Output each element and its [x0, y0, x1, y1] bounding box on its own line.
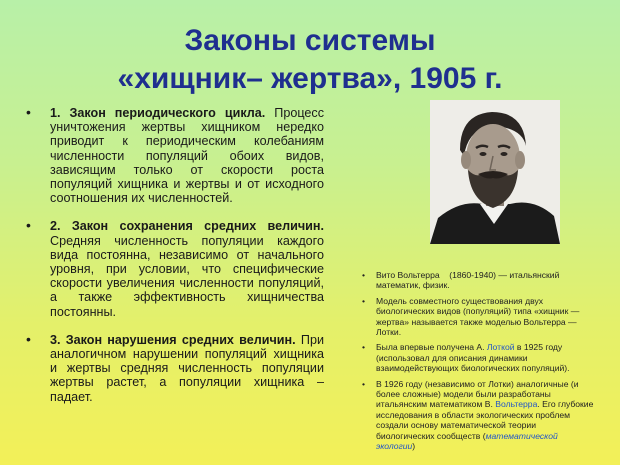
bullet-icon: • [362, 342, 366, 353]
biography-item-3 [362, 342, 594, 373]
person-years: (1860-1940) — [449, 270, 508, 280]
portrait-photo-icon [430, 100, 560, 244]
law-1-heading: 1. Закон периодического цикла. [50, 106, 266, 120]
slide-title-line-1: Законы системы [184, 24, 436, 57]
volterra-text-end: ) [412, 441, 416, 452]
law-2-text: Средняя численность популяции каждого вида постоянна, независимо от начального уровня, при условии, что специфические скорости увеличения численности популяций, а также эффективность хищничества постоянны. [50, 233, 324, 319]
bullet-icon: • [26, 104, 31, 120]
lotka-text-before: Была впервые получена А. [376, 342, 485, 353]
volterra-text-after: . Его глубокие исследования в области экологических проблем создали основу математической теории биологических сообществ ( [376, 399, 594, 441]
law-2-heading: 2. Закон сохранения средних величин. [50, 219, 324, 234]
law-3-heading: 3. Закон нарушения средних величин. [50, 332, 296, 347]
law-1-text: Процесс уничтожения жертвы хищником нередко приводит к периодическим колебаниям численности популяций обоих видов, зависящим только от скорости роста популяций хищника и жертвы и от исходного соотношения их численностей. [50, 106, 324, 206]
bullet-icon: • [362, 270, 366, 280]
biography-list [362, 270, 594, 457]
bullet-icon: • [362, 295, 366, 306]
biography-item-1 [362, 270, 594, 291]
biography-item-2 [362, 296, 594, 338]
person-description: итальянский математик, физик. [376, 270, 560, 291]
laws-list [24, 106, 324, 418]
law-3-text: При аналогичном нарушении популяций хищника и жертвы средняя численность популяции жертвы растет, а популяции хищника – падает. [50, 332, 325, 404]
bullet-icon: • [26, 330, 31, 347]
model-description: Модель совместного существования двух биологических видов (популяций) типа «хищник — жертва» называется также моделью Вольтерра — Лотки. [376, 295, 580, 338]
law-item-1 [24, 106, 324, 205]
lotka-link[interactable]: Лоткой [486, 342, 515, 353]
law-item-3 [24, 330, 325, 404]
person-name: Вито Вольтерра [376, 270, 440, 280]
slide-title [0, 22, 620, 98]
slide-title-line-2: «хищник– жертва», 1905 г. [117, 62, 503, 95]
bullet-icon: • [362, 378, 366, 389]
volterra-link[interactable]: Вольтерра [495, 399, 538, 410]
bullet-icon: • [26, 217, 31, 234]
biography-item-4 [362, 379, 594, 452]
law-item-2 [24, 219, 324, 318]
math-ecology-link[interactable]: математической экологии [376, 430, 558, 452]
lotka-text-after: в 1925 году (использовал для описания динамики взаимодействующих биологических популяций). [376, 342, 570, 374]
volterra-text-before: В 1926 году (независимо от Лотки) аналогичные (и более сложные) модели были разработаны итальянским математиком В. [376, 378, 579, 410]
